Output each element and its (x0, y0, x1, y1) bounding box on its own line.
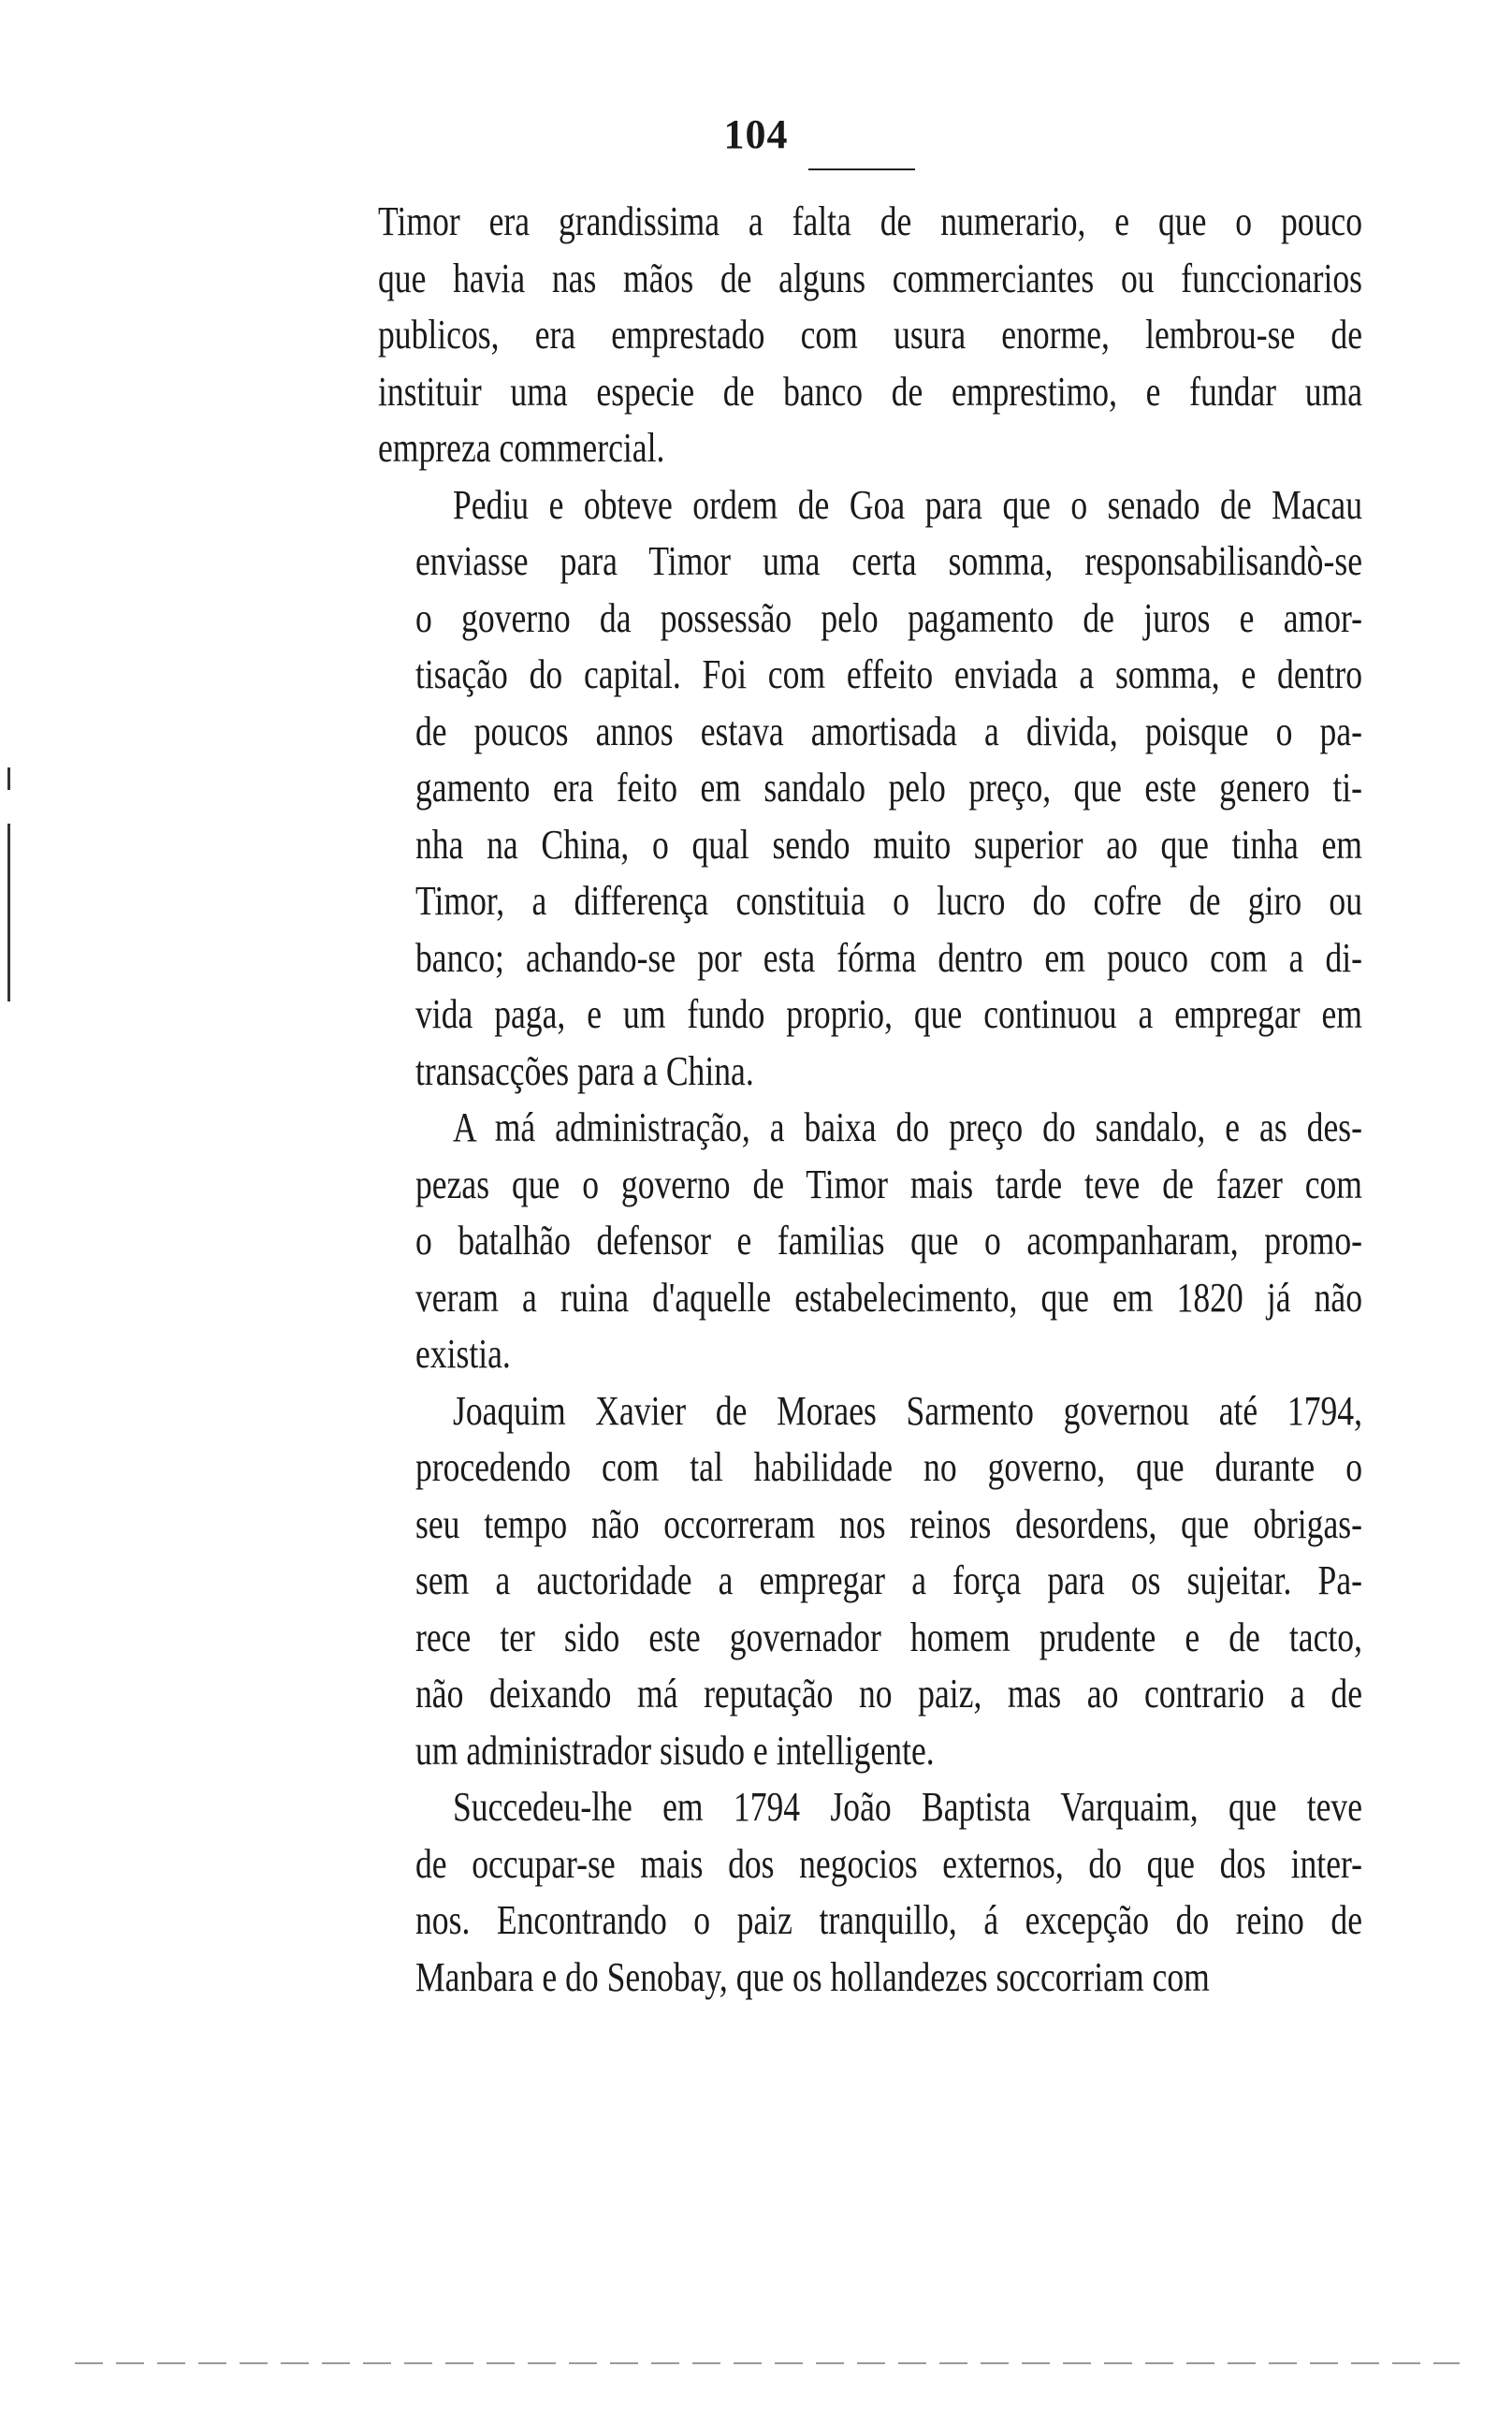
text-line: o governo da possessão pelo pagamento de juros e amor- (415, 593, 1362, 641)
text-line: Timor, a differença constituia o lucro do cofre de giro ou (415, 877, 1362, 924)
page-bottom-edge (75, 2362, 1460, 2364)
text-line: enviasse para Timor uma certa somma, responsabilisandò-se (415, 537, 1362, 584)
text-line: procedendo com tal habilidade no governo, que durante o (415, 1443, 1362, 1490)
text-line: instituir uma especie de banco de emprestimo, e fundar uma (378, 367, 1362, 415)
paragraph-p4 (378, 1382, 1362, 1779)
text-line: Manbara e do Senobay, que os hollandezes soccorriam com (415, 1952, 1210, 2000)
page-number-rule (808, 168, 915, 170)
paragraph-p2 (378, 476, 1362, 1100)
text-line: um administrador sisudo e intelligente. (415, 1726, 935, 1774)
text-line: de occupar-se mais dos negocios externos, do que dos inter- (415, 1839, 1362, 1887)
text-line: de poucos annos estava amortisada a divida, poisque o pa- (415, 707, 1362, 754)
text-line: publicos, era emprestado com usura enorme, lembrou-se de (378, 311, 1362, 358)
text-line: empreza commercial. (378, 424, 665, 471)
paragraph-p5 (378, 1778, 1362, 2005)
text-line: sem a auctoridade a empregar a força para os sujeitar. Pa- (415, 1556, 1362, 1603)
paragraph-p3 (378, 1099, 1362, 1382)
text-line: vida paga, e um fundo proprio, que continuou a empregar em (415, 990, 1362, 1037)
text-line: Timor era grandissima a falta de numerario, e que o pouco (378, 197, 1362, 244)
text-line: Succedeu-lhe em 1794 João Baptista Varquaim, que teve (453, 1783, 1362, 1830)
paragraph-p1 (378, 193, 1362, 476)
text-line: Pediu e obteve ordem de Goa para que o senado de Macau (453, 480, 1362, 528)
body-text (378, 193, 1362, 2005)
margin-mark (7, 767, 10, 790)
text-line: banco; achando-se por esta fórma dentro em pouco com a di- (415, 933, 1362, 981)
text-line: rece ter sido este governador homem prudente e de tacto, (415, 1613, 1362, 1660)
text-line: nos. Encontrando o paiz tranquillo, á excepção do reino de (415, 1896, 1362, 1943)
text-line: o batalhão defensor e familias que o acompanharam, promo- (415, 1217, 1362, 1264)
text-line: existia. (415, 1330, 511, 1377)
text-line: não deixando má reputação no paiz, mas ao contrario a de (415, 1670, 1362, 1717)
text-line: transacções para a China. (415, 1046, 754, 1094)
text-line: nha na China, o qual sendo muito superior ao que tinha em (415, 820, 1362, 868)
margin-mark (7, 824, 10, 1001)
text-line: A má administração, a baixa do preço do sandalo, e as des- (453, 1103, 1362, 1150)
page-number: 104 (723, 111, 789, 157)
text-line: tisação do capital. Foi com effeito enviada a somma, e dentro (415, 650, 1362, 697)
text-line: seu tempo não occorreram nos reinos desordens, que obrigas- (415, 1499, 1362, 1547)
text-line: Joaquim Xavier de Moraes Sarmento governou até 1794, (453, 1386, 1362, 1434)
text-line: veram a ruina d'aquelle estabelecimento, que em 1820 já não (415, 1273, 1362, 1321)
text-line: gamento era feito em sandalo pelo preço, que este genero ti- (415, 764, 1362, 811)
text-line: pezas que o governo de Timor mais tarde teve de fazer com (415, 1160, 1362, 1207)
text-line: que havia nas mãos de alguns commerciantes ou funccionarios (378, 254, 1362, 301)
